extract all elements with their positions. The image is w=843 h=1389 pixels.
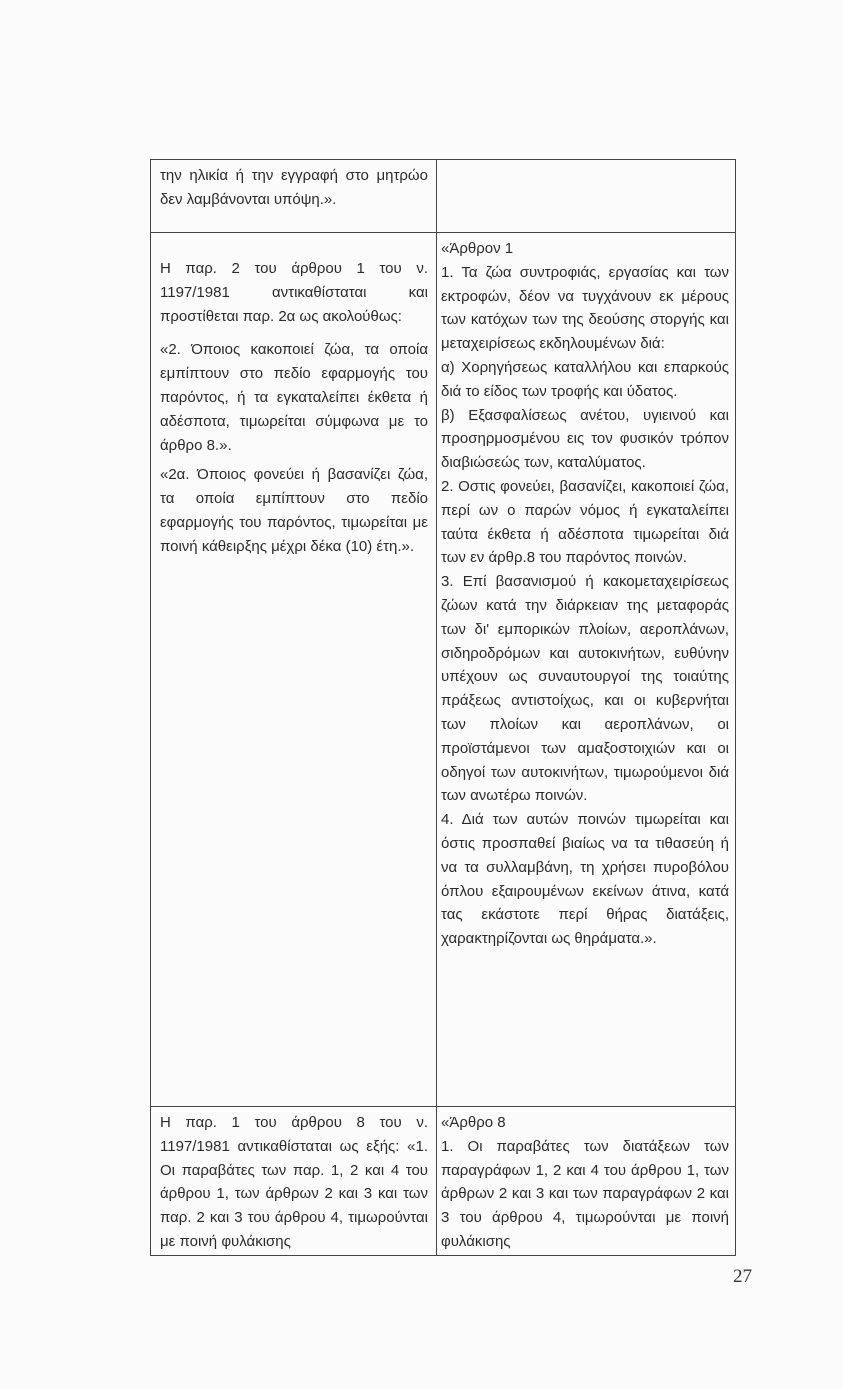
paragraph: «2. Όποιος κακοποιεί ζώα, τα οποία εμπίπτουν στο πεδίο εφαρμογής του παρόντος, ή τα εγκαταλείπει έκθετα ή αδέσποτα, τιμωρείται σύμφωνα με το άρθρο 8.». — [160, 341, 428, 454]
paragraph: α) Χορηγήσεως καταλλήλου και επαρκούς διά το είδος των τροφής και ύδατος. — [441, 358, 729, 400]
page-number: 27 — [733, 1266, 752, 1287]
table-row — [151, 233, 735, 1107]
table-row — [151, 160, 735, 233]
current-text-cell — [437, 1107, 735, 1255]
paragraph: β) Εξασφαλίσεως ανέτου, υγιεινού και προσηρμοσμένου εις τον φυσικόν τρόπον διαβιώσεώς των, καταλύματος. — [441, 406, 729, 472]
proposed-text-cell — [151, 1107, 437, 1255]
paragraph: 3. Επί βασανισμού ή κακομεταχειρίσεως ζώων κατά την διάρκειαν της μεταφοράς των δι' εμπορικών πλοίων, αεροπλάνων, σιδηροδρόμων και αυτοκινήτων, ευθύνην υπέχουν ως συναυτουργοί της τοιαύτης πράξεως αντιστοίχως, και οι κυβερνήται των πλοίων και αεροπλάνων, οι προϊστάμενοι των αμαξοστοιχιών και οι οδηγοί των αυτοκινήτων, τιμωρούμενοι διά των ανωτέρω ποινών. — [441, 573, 729, 805]
paragraph: 1. Οι παραβάτες των διατάξεων των παραγράφων 1, 2 και 4 του άρθρου 1, των άρθρων 2 και 3 και των παραγράφων 2 και 3 του άρθρου 4, τιμωρούνται με ποινή φυλάκισης — [441, 1137, 729, 1250]
paragraph: 1. Τα ζώα συντροφιάς, εργασίας και των εκτροφών, δέον να τυγχάνουν εκ μέρους των κατόχων των της δεούσης στοργής και μεταχειρίσεως εκδηλουμένων διά: — [441, 263, 729, 353]
paragraph: την ηλικία ή την εγγραφή στο μητρώο δεν λαμβάνονται υπόψη.». — [160, 167, 428, 208]
table-row — [151, 1107, 735, 1256]
amendment-intro: Η παρ. 2 του άρθρου 1 του ν. 1197/1981 αντικαθίσταται και προστίθεται παρ. 2α ως ακολούθως: — [160, 260, 428, 325]
paragraph: 4. Διά των αυτών ποινών τιμωρείται και όστις προσπαθεί βιαίως να τα τιθασεύη ή να τα συλλαμβάνη, τη χρήσει πυροβόλου όπλου εξαιρουμένων εκείνων άτινα, κατά τας εκάστοτε περί θήρας διατάξεις, χαρακτηρίζονται ως θηράματα.». — [441, 811, 729, 948]
proposed-text-cell — [151, 233, 437, 1106]
current-text-cell — [437, 233, 735, 1106]
current-text-cell — [437, 160, 735, 232]
paragraph: Η παρ. 1 του άρθρου 8 του ν. 1197/1981 αντικαθίσταται ως εξής: «1. Οι παραβάτες των παρ. 1, 2 και 4 του άρθρου 1, των άρθρων 2 και 3 και των παρ. 2 και 3 του άρθρου 4, τιμωρούνται με ποινή φυλάκισης — [160, 1114, 428, 1250]
comparison-table — [150, 159, 736, 1256]
proposed-text-cell — [151, 160, 437, 232]
paragraph: 2. Οστις φονεύει, βασανίζει, κακοποιεί ζώα, περί ων ο παρών νόμος ή εγκαταλείπει ταύτα έκθετα ή αδέσποτα τιμωρείται διά των εν άρθρ.8 του παρόντος ποινών. — [441, 477, 729, 567]
paragraph: «2α. Όποιος φονεύει ή βασανίζει ζώα, τα οποία εμπίπτουν στο πεδίο εφαρμογής του παρόντος, τιμωρείται με ποινή κάθειρξης μέχρι δέκα (10) έτη.». — [160, 466, 428, 555]
article-heading: «Άρθρο 8 — [441, 1114, 506, 1131]
article-heading: «Άρθρον 1 — [441, 240, 514, 257]
